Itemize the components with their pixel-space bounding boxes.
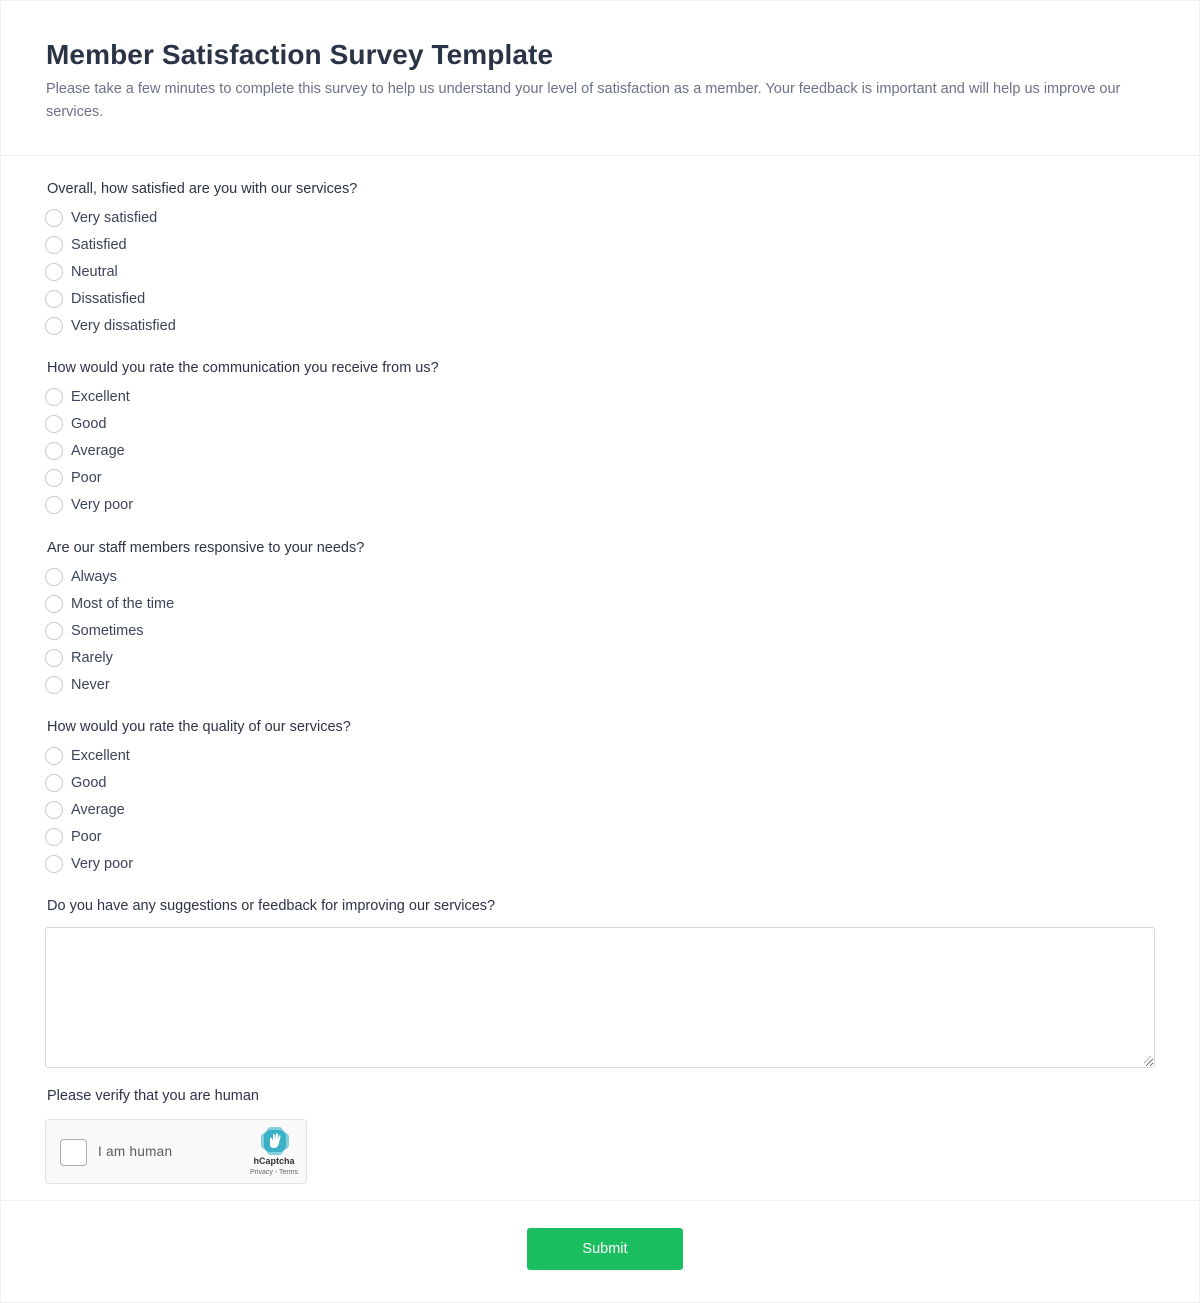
question-communication <box>47 358 439 518</box>
radio-group <box>47 383 439 518</box>
radio-option[interactable] <box>45 204 357 231</box>
radio-option[interactable] <box>45 850 351 877</box>
radio-option-label: Very poor <box>71 496 134 513</box>
radio-option[interactable] <box>45 285 357 312</box>
radio-option[interactable] <box>45 383 439 410</box>
question-staff-responsiveness <box>47 538 364 698</box>
radio-option[interactable] <box>45 617 364 644</box>
feedback-textarea[interactable] <box>45 927 1155 1068</box>
question-service-quality <box>47 717 351 877</box>
radio-button[interactable] <box>45 442 63 460</box>
captcha-checkbox[interactable] <box>60 1139 87 1166</box>
radio-option-label: Average <box>71 442 125 459</box>
radio-option-label: Satisfied <box>71 236 127 253</box>
question-overall-satisfaction <box>47 179 357 339</box>
radio-button[interactable] <box>45 317 63 335</box>
radio-option[interactable] <box>45 796 351 823</box>
radio-option-label: Sometimes <box>71 622 144 639</box>
radio-option-label: Neutral <box>71 263 118 280</box>
captcha-brand: hCaptcha <box>253 1156 295 1166</box>
radio-option[interactable] <box>45 258 357 285</box>
page-title: Member Satisfaction Survey Template <box>46 39 554 70</box>
radio-option[interactable] <box>45 410 439 437</box>
radio-option[interactable] <box>45 491 439 518</box>
radio-button[interactable] <box>45 622 63 640</box>
radio-button[interactable] <box>45 263 63 281</box>
radio-option[interactable] <box>45 644 364 671</box>
radio-button[interactable] <box>45 774 63 792</box>
radio-option-label: Most of the time <box>71 595 175 612</box>
radio-option-label: Very dissatisfied <box>71 317 176 334</box>
radio-option-label: Average <box>71 801 125 818</box>
form-footer <box>0 1200 1200 1303</box>
radio-button[interactable] <box>45 855 63 873</box>
radio-option-label: Dissatisfied <box>71 290 146 307</box>
radio-option[interactable] <box>45 671 364 698</box>
captcha-privacy-terms-links[interactable]: Privacy - Terms <box>249 1169 299 1176</box>
radio-group <box>47 204 357 339</box>
radio-option-label: Very satisfied <box>71 209 158 226</box>
radio-option[interactable] <box>45 563 364 590</box>
radio-button[interactable] <box>45 801 63 819</box>
radio-option[interactable] <box>45 742 351 769</box>
radio-option-label: Good <box>71 415 107 432</box>
radio-button[interactable] <box>45 209 63 227</box>
radio-button[interactable] <box>45 236 63 254</box>
submit-button[interactable]: Submit <box>527 1228 683 1270</box>
radio-option[interactable] <box>45 823 351 850</box>
radio-option-label: Poor <box>71 469 102 486</box>
page-description: Please take a few minutes to complete this survey to help us understand your level of satisfaction as a member. Your feedback is important and will help us improve our services. <box>46 81 1121 120</box>
radio-group <box>47 563 364 698</box>
radio-button[interactable] <box>45 747 63 765</box>
resize-grip-icon[interactable] <box>1143 1055 1152 1064</box>
radio-group <box>47 742 351 877</box>
question-label: Are our staff members responsive to your needs? <box>47 540 365 556</box>
radio-option[interactable] <box>45 590 364 617</box>
radio-option-label: Never <box>71 676 110 693</box>
hcaptcha-logo-icon <box>260 1126 290 1156</box>
radio-button[interactable] <box>45 388 63 406</box>
radio-option-label: Excellent <box>71 388 130 405</box>
radio-button[interactable] <box>45 496 63 514</box>
radio-option[interactable] <box>45 769 351 796</box>
radio-option-label: Always <box>71 568 117 585</box>
form-header <box>0 0 1200 156</box>
question-label: Overall, how satisfied are you with our services? <box>47 181 358 197</box>
radio-option[interactable] <box>45 231 357 258</box>
radio-option[interactable] <box>45 312 357 339</box>
radio-option-label: Poor <box>71 828 102 845</box>
radio-button[interactable] <box>45 828 63 846</box>
radio-button[interactable] <box>45 415 63 433</box>
captcha-label: Please verify that you are human <box>47 1088 259 1104</box>
question-label: How would you rate the quality of our services? <box>47 719 351 735</box>
radio-option-label: Excellent <box>71 747 130 764</box>
hcaptcha-widget <box>45 1119 307 1184</box>
radio-button[interactable] <box>45 469 63 487</box>
radio-option-label: Rarely <box>71 649 113 666</box>
question-feedback <box>47 896 495 916</box>
radio-button[interactable] <box>45 568 63 586</box>
radio-button[interactable] <box>45 649 63 667</box>
radio-option[interactable] <box>45 464 439 491</box>
captcha-checkbox-text: I am human <box>98 1144 173 1159</box>
question-label: Do you have any suggestions or feedback for improving our services? <box>47 898 496 914</box>
radio-option-label: Very poor <box>71 855 134 872</box>
question-label: How would you rate the communication you receive from us? <box>47 360 439 376</box>
radio-button[interactable] <box>45 595 63 613</box>
radio-option-label: Good <box>71 774 107 791</box>
radio-button[interactable] <box>45 676 63 694</box>
radio-button[interactable] <box>45 290 63 308</box>
radio-option[interactable] <box>45 437 439 464</box>
